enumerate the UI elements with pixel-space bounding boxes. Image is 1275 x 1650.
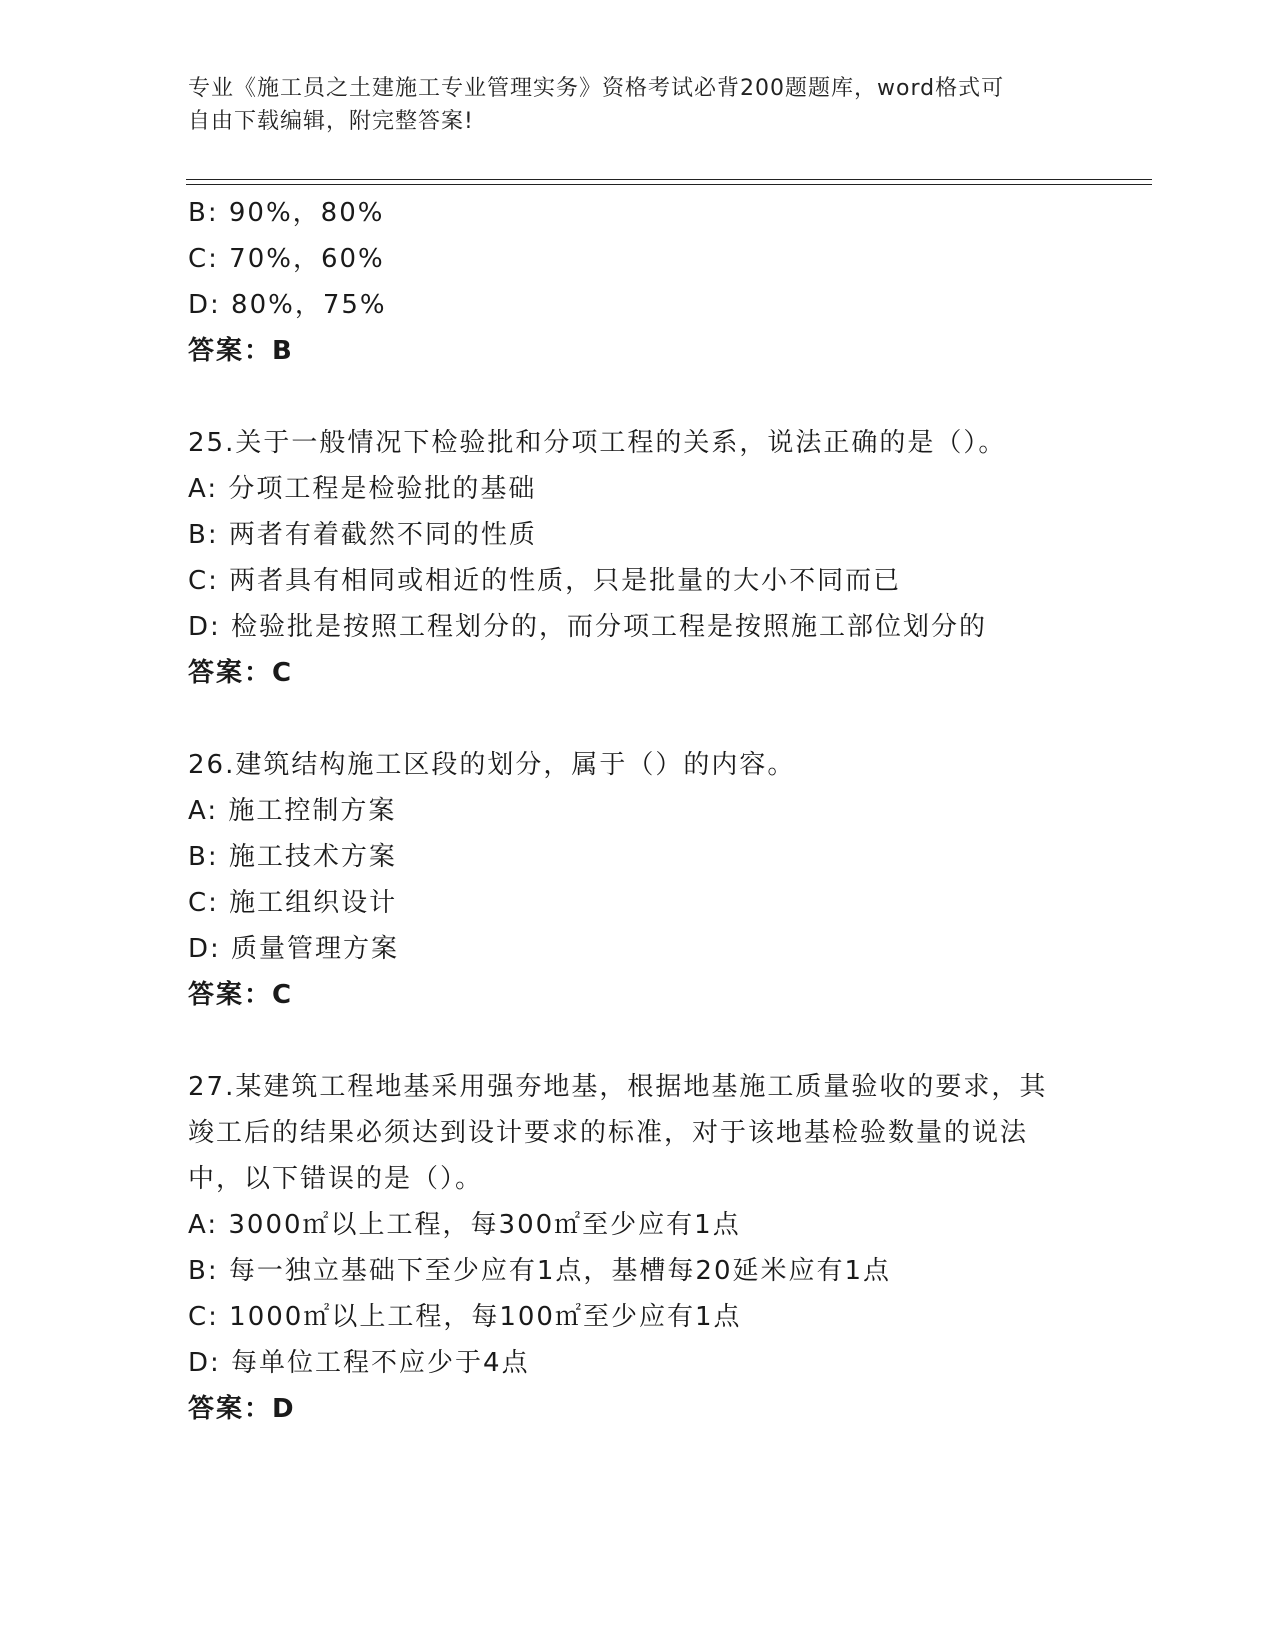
header-title-line-2: 自由下载编辑，附完整答案!: [188, 109, 474, 134]
option-b: B: 每一独立基础下至少应有1点，基槽每20延米应有1点: [188, 1256, 892, 1286]
option-a: A: 施工控制方案: [188, 796, 397, 826]
header-divider-bottom: [186, 184, 1152, 185]
question-26: [188, 742, 1088, 1018]
question-stem: 26.建筑结构施工区段的划分，属于（）的内容。: [188, 750, 796, 780]
question-27: [188, 1064, 1088, 1432]
option-c: C: 70%，60%: [188, 244, 385, 274]
header-divider-top: [186, 179, 1152, 180]
option-d: D: 检验批是按照工程划分的，而分项工程是按照施工部位划分的: [188, 612, 988, 642]
option-a: A: 3000㎡以上工程，每300㎡至少应有1点: [188, 1210, 741, 1240]
question-24-continuation: [188, 190, 1088, 374]
header-title-line-1: 专业《施工员之土建施工专业管理实务》资格考试必背200题题库，word格式可: [188, 76, 1005, 101]
question-stem: 25.关于一般情况下检验批和分项工程的关系，说法正确的是（）。: [188, 428, 1007, 458]
option-c: C: 两者具有相同或相近的性质，只是批量的大小不同而已: [188, 566, 902, 596]
question-content: [188, 190, 1088, 1432]
answer-line: 答案：B: [188, 336, 294, 366]
option-c: C: 1000㎡以上工程，每100㎡至少应有1点: [188, 1302, 742, 1332]
option-d: D: 每单位工程不应少于4点: [188, 1348, 530, 1378]
option-d: D: 80%，75%: [188, 290, 387, 320]
option-d: D: 质量管理方案: [188, 934, 400, 964]
answer-line: 答案：C: [188, 980, 294, 1010]
question-25: [188, 420, 1088, 696]
question-stem-line-1: 27.某建筑工程地基采用强夯地基，根据地基施工质量验收的要求，其: [188, 1072, 1048, 1102]
spacer: [188, 374, 1088, 420]
option-b: B: 施工技术方案: [188, 842, 397, 872]
answer-line: 答案：C: [188, 658, 294, 688]
option-a: A: 分项工程是检验批的基础: [188, 474, 537, 504]
spacer: [188, 696, 1088, 742]
answer-line: 答案：D: [188, 1394, 296, 1424]
option-c: C: 施工组织设计: [188, 888, 398, 918]
page-header: [188, 72, 1088, 138]
option-b: B: 两者有着截然不同的性质: [188, 520, 537, 550]
question-stem-line-3: 中，以下错误的是（）。: [188, 1164, 484, 1194]
spacer: [188, 1018, 1088, 1064]
question-stem-line-2: 竣工后的结果必须达到设计要求的标准，对于该地基检验数量的说法: [188, 1118, 1029, 1148]
option-b: B: 90%，80%: [188, 198, 385, 228]
